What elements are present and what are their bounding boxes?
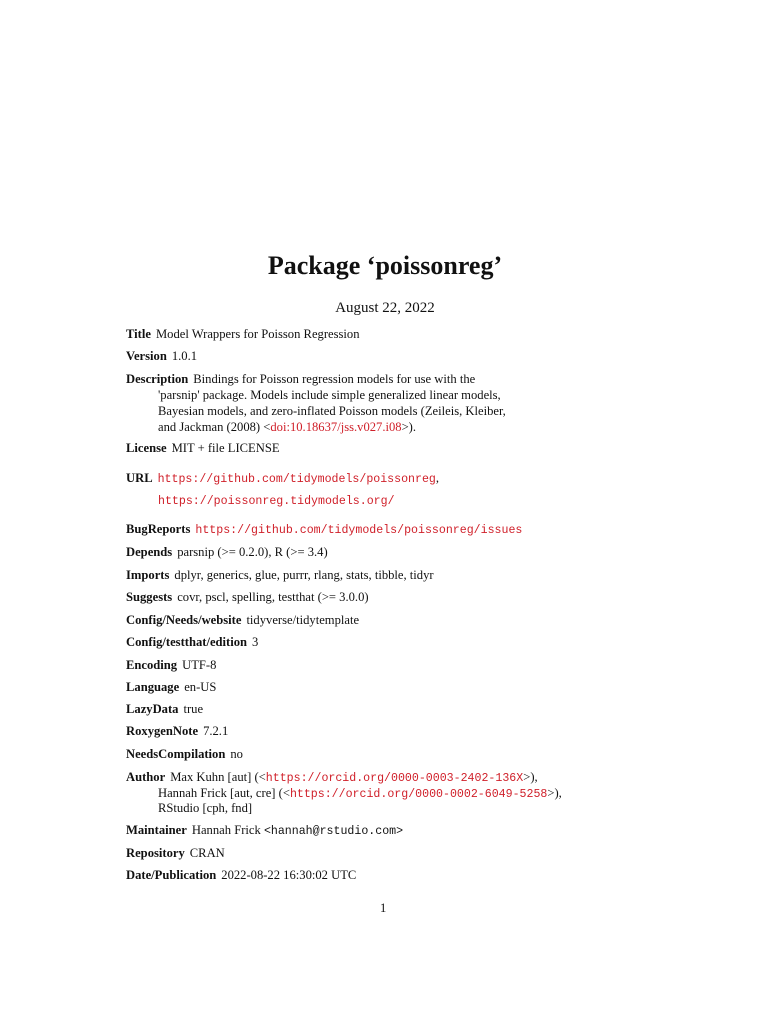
maintainer-email: <hannah@rstudio.com> [263,825,404,838]
field-value: 3 [252,635,259,649]
doi-link[interactable]: doi:10.18637/jss.v027.i08 [270,420,402,434]
field-label: Description [126,372,189,386]
page-title: Package ‘poissonreg’ [267,251,503,280]
field-bugreports [126,521,522,539]
field-value: 1.0.1 [171,349,198,363]
field-value: parsnip (>= 0.2.0), R (>= 3.4) [177,545,328,559]
field-config-needs-website [126,612,359,628]
field-repository [126,845,225,861]
field-label: License [126,441,167,455]
field-imports [126,567,434,583]
field-value: MIT + file LICENSE [171,441,280,455]
field-value: Bindings for Poisson regression models for use with the [193,372,476,386]
field-value: Hannah Frick [191,823,261,837]
field-label: Language [126,680,180,694]
separator: , [435,471,440,485]
field-roxygennote [126,723,228,739]
field-suggests [126,589,369,605]
field-depends [126,544,328,560]
field-value: UTF-8 [182,658,217,672]
field-url [126,470,439,488]
text: >), [547,786,562,800]
text: Hannah Frick [aut, cre] (< [158,786,290,800]
field-value: CRAN [189,846,225,860]
field-date-publication [126,867,356,883]
field-label: RoxygenNote [126,724,199,738]
field-label: Config/testthat/edition [126,635,248,649]
field-label: URL [126,471,153,485]
field-config-testthat-edition [126,634,258,650]
field-label: Title [126,327,151,341]
text: >), [523,770,538,784]
description-line: 'parsnip' package. Models include simple generalized linear models, [158,388,501,402]
field-label: Depends [126,545,173,559]
field-license [126,440,280,456]
field-value: Model Wrappers for Poisson Regression [155,327,360,341]
field-label: Author [126,770,166,784]
field-value: 7.2.1 [203,724,229,738]
field-value: 2022-08-22 16:30:02 UTC [221,868,357,882]
text: and Jackman (2008) < [158,420,271,434]
field-label: Repository [126,846,185,860]
orcid-link[interactable]: https://orcid.org/0000-0002-6049-5258 [289,788,548,801]
field-label: Suggests [126,590,173,604]
field-label: Imports [126,568,170,582]
author-line: RStudio [cph, fnd] [158,801,253,815]
field-language [126,679,216,695]
field-title [126,326,360,342]
description-line: Bayesian models, and zero-inflated Poisson models (Zeileis, Kleiber, [158,404,506,418]
github-link[interactable]: https://github.com/tidymodels/poissonreg [157,473,436,486]
field-label: Date/Publication [126,868,217,882]
field-needscompilation [126,746,243,762]
orcid-link[interactable]: https://orcid.org/0000-0003-2402-136X [265,772,524,785]
field-value: no [230,747,243,761]
field-maintainer [126,822,403,840]
field-value: tidyverse/tidytemplate [246,613,360,627]
field-label: Maintainer [126,823,187,837]
field-label: Config/Needs/website [126,613,242,627]
url-line [158,492,395,510]
field-value: true [183,702,204,716]
field-value: en-US [184,680,217,694]
field-label: BugReports [126,522,191,536]
field-label: Version [126,349,167,363]
field-encoding [126,657,216,673]
field-label: LazyData [126,702,179,716]
description-line [158,419,416,435]
bugreports-link[interactable]: https://github.com/tidymodels/poissonreg/issues [195,524,523,537]
document-date: August 22, 2022 [335,300,435,316]
text: >). [401,420,417,434]
text: Max Kuhn [aut] (< [170,770,266,784]
field-value: covr, pscl, spelling, testthat (>= 3.0.0) [177,590,369,604]
field-description [126,371,475,387]
page-number: 1 [380,901,387,915]
website-link[interactable]: https://poissonreg.tidymodels.org/ [158,495,395,508]
field-value: dplyr, generics, glue, purrr, rlang, stats, tibble, tidyr [174,568,434,582]
field-version [126,348,197,364]
field-label: NeedsCompilation [126,747,226,761]
field-label: Encoding [126,658,178,672]
field-lazydata [126,701,203,717]
